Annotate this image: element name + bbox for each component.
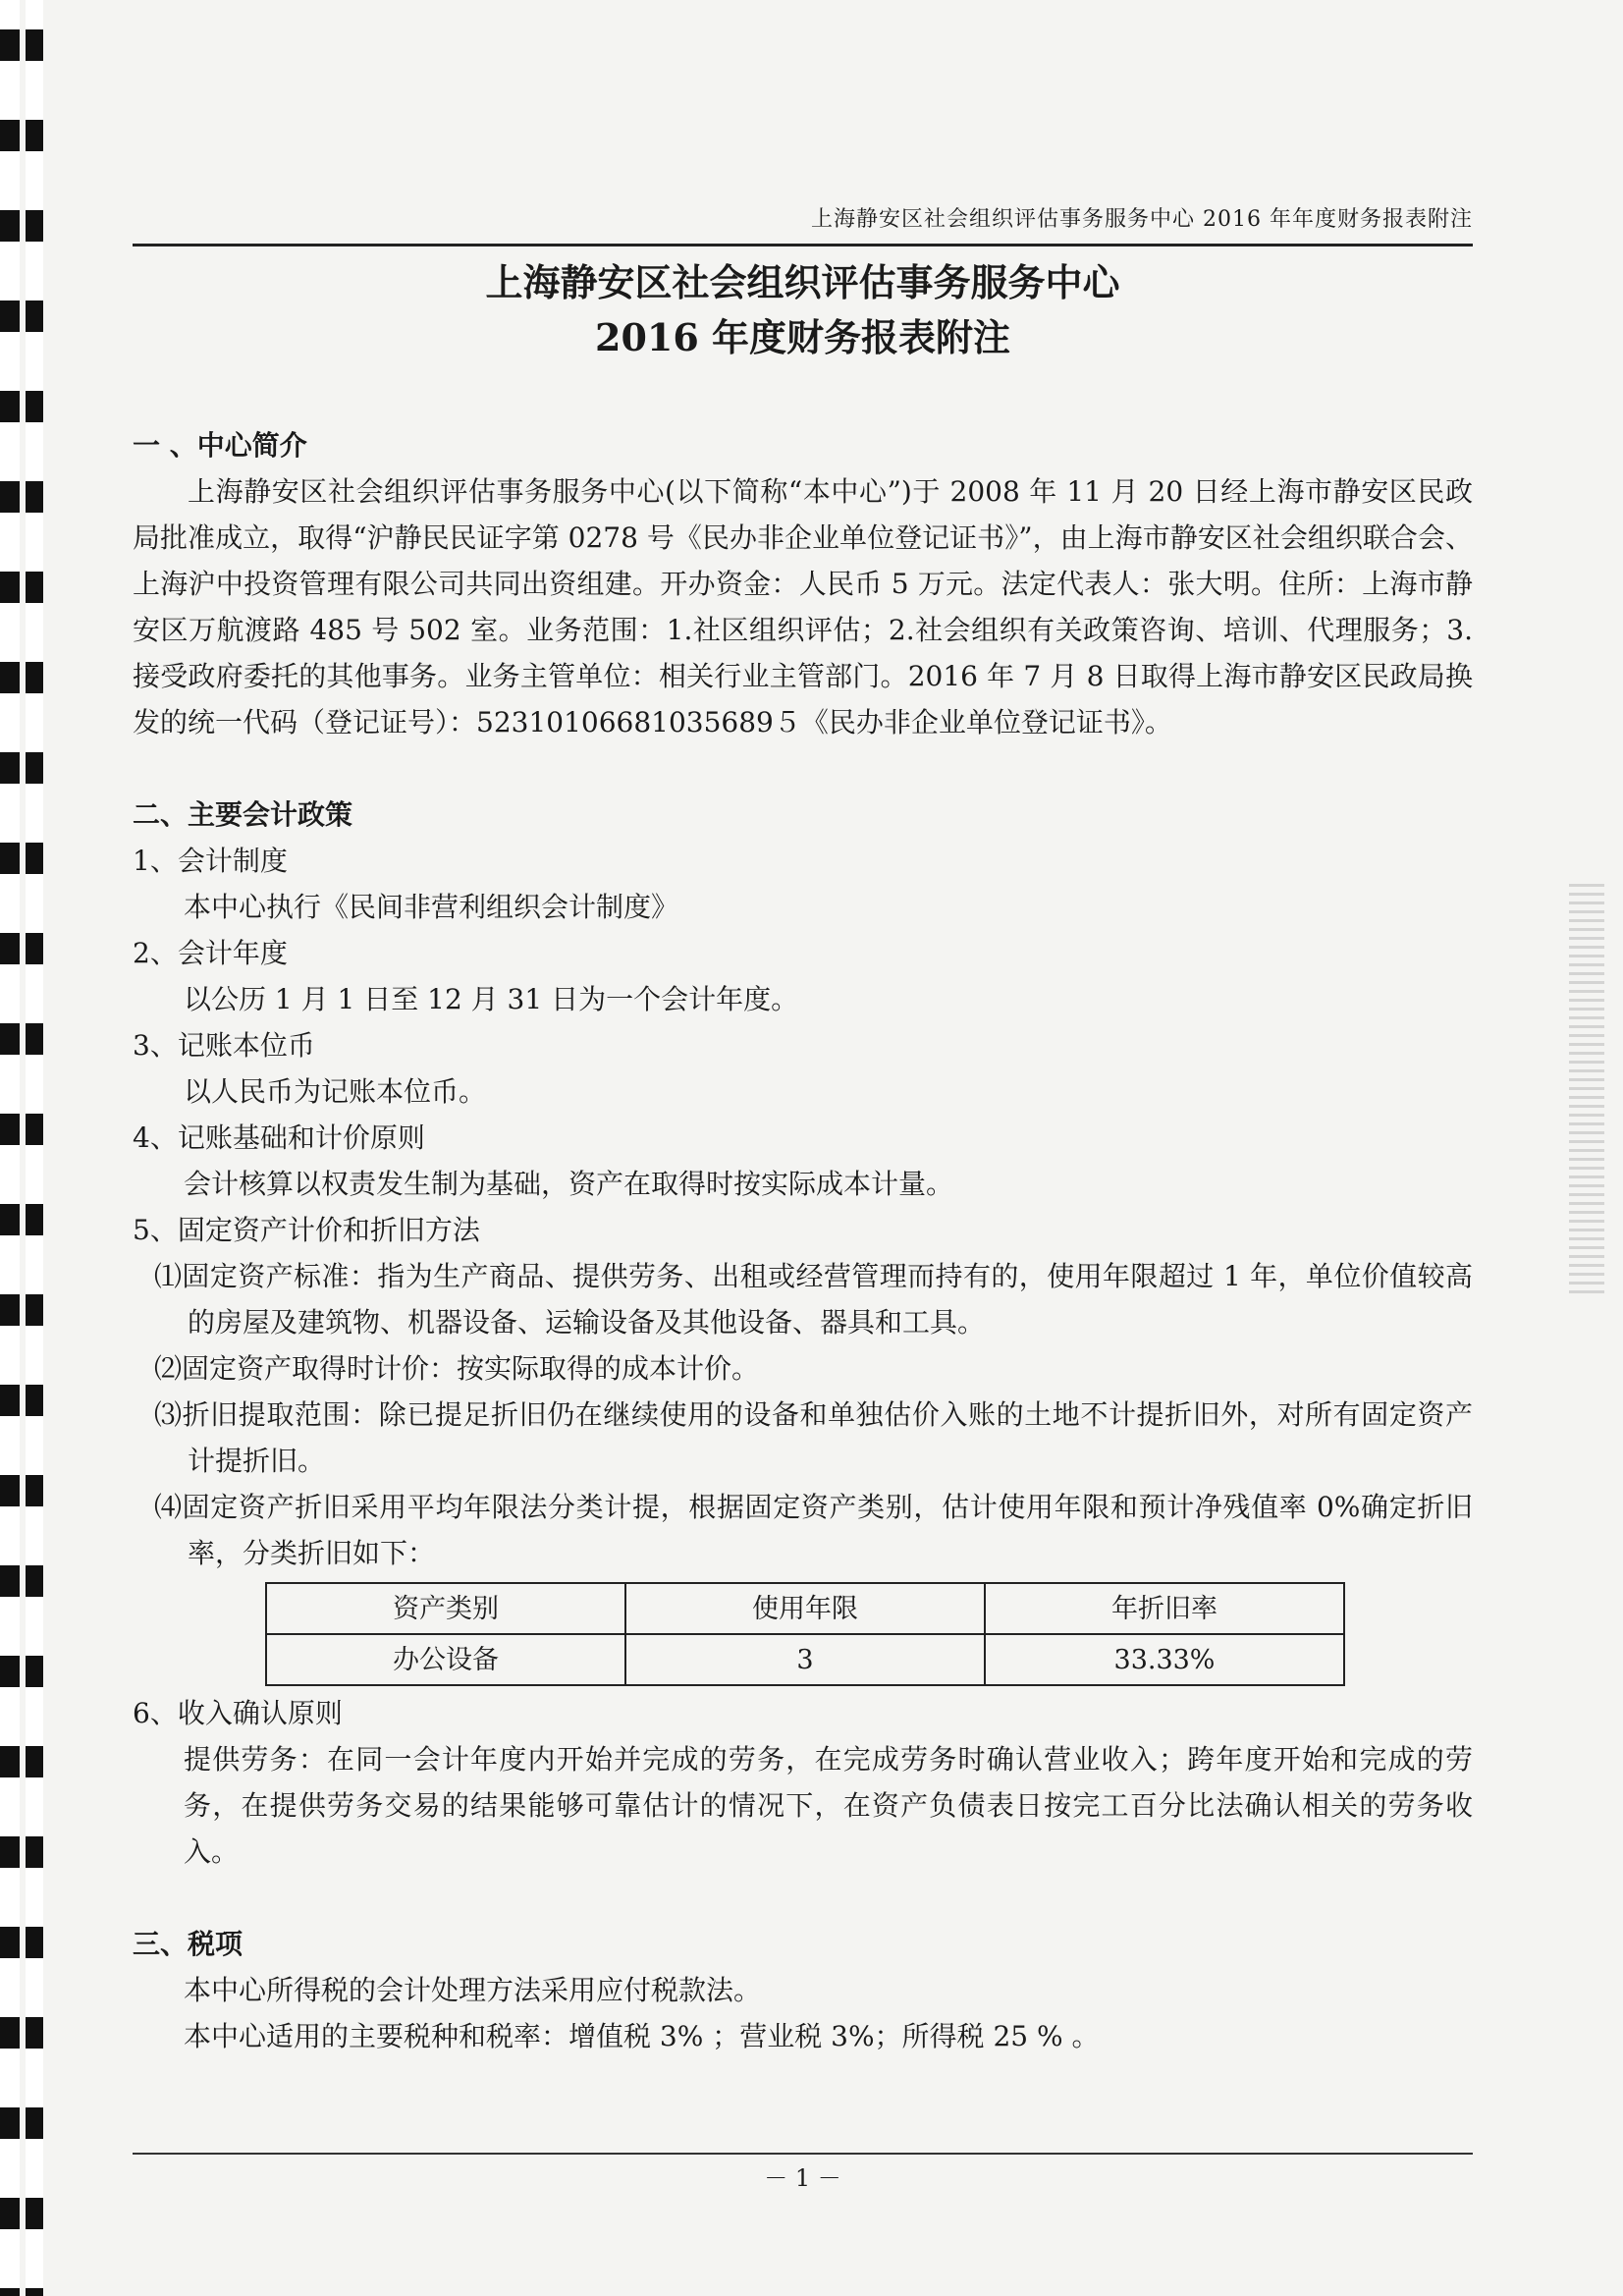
table-cell: 33.33% bbox=[985, 1634, 1344, 1685]
table-header-cell: 年折旧率 bbox=[985, 1583, 1344, 1634]
section-1-heading: 一 、中心简介 bbox=[133, 429, 307, 462]
tax-text-1: 本中心所得税的会计处理方法采用应付税款法。 bbox=[184, 1974, 762, 2006]
table-row bbox=[266, 1634, 1344, 1685]
item-6-text: 提供劳务：在同一会计年度内开始并完成的劳务，在完成劳务时确认营业收入；跨年度开始和完成的劳务，在提供劳务交易的结果能够可靠估计的情况下，在资产负债表日按完工百分比法确认相关的劳务收入。 bbox=[184, 1743, 1473, 1868]
item-6-heading: 6、收入确认原则 bbox=[133, 1697, 343, 1729]
tax-text-2: 本中心适用的主要税种和税率：增值税 3% ；营业税 3%；所得税 25 % 。 bbox=[184, 2020, 1100, 2052]
item-5-sub-3: ⑶折旧提取范围：除已提足折旧仍在继续使用的设备和单独估价入账的土地不计提折旧外，对所有固定资产计提折旧。 bbox=[154, 1398, 1473, 1477]
item-1-text: 本中心执行《民间非营利组织会计制度》 bbox=[184, 891, 679, 923]
section-2-heading: 二、主要会计政策 bbox=[133, 798, 353, 831]
item-4-text: 会计核算以权责发生制为基础，资产在取得时按实际成本计量。 bbox=[184, 1168, 954, 1200]
item-3-text: 以人民币为记账本位币。 bbox=[184, 1075, 487, 1108]
item-5-sub-4: ⑷固定资产折旧采用平均年限法分类计提，根据固定资产类别，估计使用年限和预计净残值率 0%确定折旧率，分类折旧如下： bbox=[154, 1491, 1473, 1569]
header-rule bbox=[133, 244, 1473, 246]
item-5-sub-1: ⑴固定资产标准：指为生产商品、提供劳务、出租或经营管理而持有的，使用年限超过 1 年，单位价值较高的房屋及建筑物、机器设备、运输设备及其他设备、器具和工具。 bbox=[154, 1260, 1473, 1339]
table-header-cell: 使用年限 bbox=[625, 1583, 985, 1634]
depreciation-table bbox=[265, 1582, 1345, 1686]
document-title bbox=[133, 255, 1473, 365]
page-number: － 1 － bbox=[764, 2164, 841, 2192]
item-1-heading: 1、会计制度 bbox=[133, 845, 288, 877]
table-header-cell: 资产类别 bbox=[266, 1583, 625, 1634]
item-4-heading: 4、记账基础和计价原则 bbox=[133, 1121, 425, 1154]
table-header-row bbox=[266, 1583, 1344, 1634]
running-header: 上海静安区社会组织评估事务服务中心 2016 年年度财务报表附注 bbox=[811, 207, 1473, 232]
item-2-text: 以公历 1 月 1 日至 12 月 31 日为一个会计年度。 bbox=[184, 983, 799, 1015]
section-3-heading: 三、税项 bbox=[133, 1928, 243, 1960]
footer-rule bbox=[133, 2153, 1473, 2155]
item-5-heading: 5、固定资产计价和折旧方法 bbox=[133, 1214, 480, 1246]
binding-holes bbox=[0, 0, 43, 2296]
table-cell: 3 bbox=[625, 1634, 985, 1685]
item-3-heading: 3、记账本位币 bbox=[133, 1029, 315, 1062]
item-2-heading: 2、会计年度 bbox=[133, 937, 288, 969]
title-line-1: 上海静安区社会组织评估事务服务中心 bbox=[485, 260, 1120, 304]
section-1-paragraph: 上海静安区社会组织评估事务服务中心(以下简称“本中心”)于 2008 年 11 月 20 日经上海市静安区民政局批准成立，取得“沪静民民证字第 0278 号《民办非企业单位登记证书》”，由上海市静安区社会组织联合会、上海沪中投资管理有限公司共同出资组建。开办资金：人民币 5 万元。法定代表人：张大明。住所：上海市静安区万航渡路 485 号 502 室。业务范围：1.社区组织评估；2.社会组织有关政策咨询、培训、代理服务；3.接受政府委托的其他事务。业务主管单位：相关行业主管部门。2016 年 7 月 8 日取得上海市静安区民政局换发的统一代码（登记证号）：52310106681035689５《民办非企业单位登记证书》。 bbox=[133, 475, 1473, 738]
table-cell: 办公设备 bbox=[266, 1634, 625, 1685]
title-line-2: 2016 年度财务报表附注 bbox=[595, 315, 1010, 359]
item-5-sub-2: ⑵固定资产取得时计价：按实际取得的成本计价。 bbox=[154, 1352, 760, 1385]
document-body bbox=[133, 422, 1473, 2059]
margin-stamp-mark bbox=[1569, 884, 1604, 1296]
